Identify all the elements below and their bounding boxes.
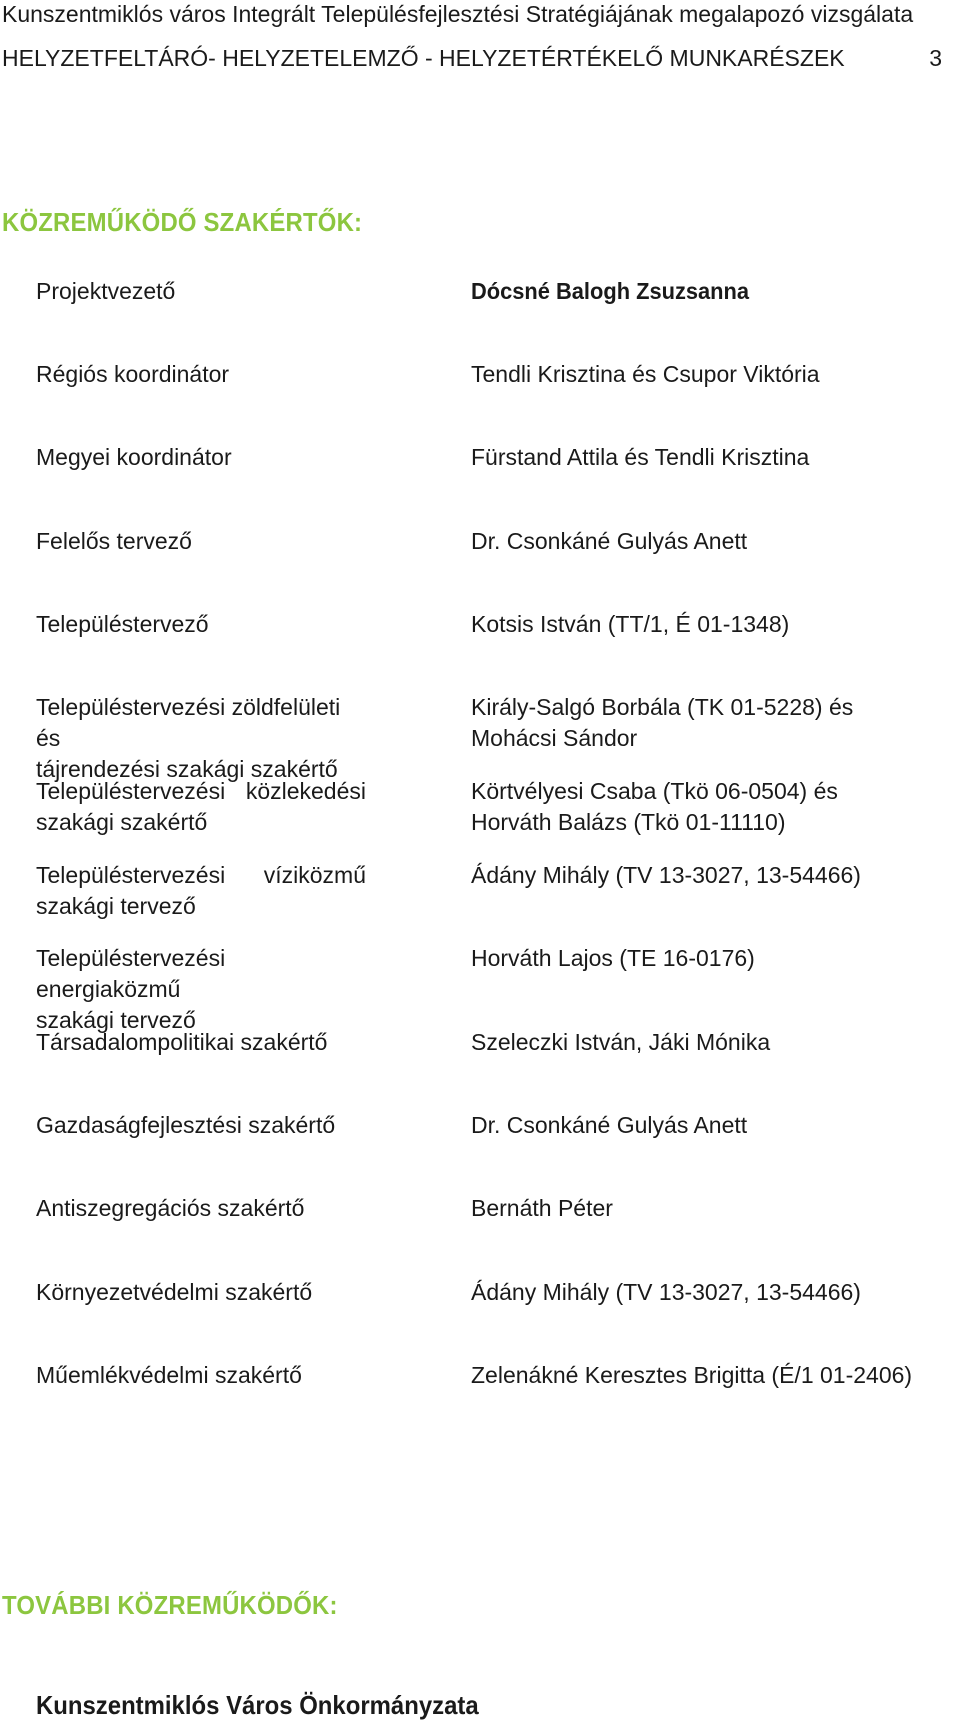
expert-role: Projektvezető (36, 278, 176, 304)
expert-role (36, 776, 366, 838)
expert-name: Horváth Lajos (TE 16-0176) (471, 945, 755, 971)
expert-role-line: szakági tervező (36, 1007, 196, 1033)
expert-name (471, 776, 941, 838)
document-title: Kunszentmiklós város Integrált Településfejlesztési Stratégiájának megalapozó vizsgálata (2, 1, 914, 27)
expert-name-line: Horváth Balázs (Tkö 01-11110) (471, 809, 786, 835)
expert-name: Zelenákné Keresztes Brigitta (É/1 01-2406) (471, 1362, 913, 1388)
expert-role: Környezetvédelmi szakértő (36, 1279, 313, 1305)
expert-role: Régiós koordinátor (36, 361, 230, 387)
expert-role-line: szakági szakértő (36, 809, 208, 835)
expert-name-line: Mohácsi Sándor (471, 725, 638, 751)
expert-name: Dr. Csonkáné Gulyás Anett (471, 1112, 748, 1138)
expert-name: Dócsné Balogh Zsuzsanna (471, 278, 750, 304)
expert-name: Kotsis István (TT/1, É 01-1348) (471, 611, 790, 637)
organization-name: Kunszentmiklós Város Önkormányzata (36, 1690, 479, 1720)
expert-role (36, 860, 366, 922)
section-heading-contributing-experts: KÖZREMŰKÖDŐ SZAKÉRTŐK: (2, 207, 363, 237)
expert-role-line: tájrendezési szakági szakértő (36, 756, 338, 782)
expert-role-word: víziközmű (263, 862, 366, 888)
expert-role: Településtervező (36, 611, 209, 637)
expert-role: Felelős tervező (36, 528, 192, 554)
expert-name: Szeleczki István, Jáki Mónika (471, 1029, 771, 1055)
expert-role: Gazdaságfejlesztési szakértő (36, 1112, 336, 1138)
expert-role (36, 943, 366, 1036)
expert-role (36, 692, 366, 785)
document-subtitle: HELYZETFELTÁRÓ- HELYZETELEMZŐ - HELYZETÉRTÉKELŐ MUNKARÉSZEK (2, 45, 845, 71)
section-heading-further-contributors: TOVÁBBI KÖZREMŰKÖDŐK: (2, 1590, 338, 1620)
expert-role: Műemlékvédelmi szakértő (36, 1362, 302, 1388)
expert-name: Dr. Csonkáné Gulyás Anett (471, 528, 748, 554)
expert-role-line: Településtervezési zöldfelületi és (36, 694, 341, 751)
expert-name (471, 692, 941, 754)
expert-role-word: közlekedési (245, 778, 366, 804)
expert-role: Antiszegregációs szakértő (36, 1195, 305, 1221)
expert-name: Fürstand Attila és Tendli Krisztina (471, 444, 810, 470)
page-number: 3 (929, 45, 942, 71)
expert-role-line: Településtervezési energiaközmű (36, 945, 226, 1002)
expert-name: Tendli Krisztina és Csupor Viktória (471, 361, 820, 387)
expert-name-line: Körtvélyesi Csaba (Tkö 06-0504) és (471, 778, 838, 804)
expert-role: Megyei koordinátor (36, 444, 232, 470)
expert-name: Bernáth Péter (471, 1195, 613, 1221)
expert-role-word: Településtervezési (36, 862, 226, 888)
expert-name: Ádány Mihály (TV 13-3027, 13-54466) (471, 862, 861, 888)
expert-role: Társadalompolitikai szakértő (36, 1029, 328, 1055)
expert-role-word: Településtervezési (36, 778, 226, 804)
expert-name-line: Király-Salgó Borbála (TK 01-5228) és (471, 694, 854, 720)
expert-name: Ádány Mihály (TV 13-3027, 13-54466) (471, 1279, 861, 1305)
expert-role-line: szakági tervező (36, 893, 196, 919)
